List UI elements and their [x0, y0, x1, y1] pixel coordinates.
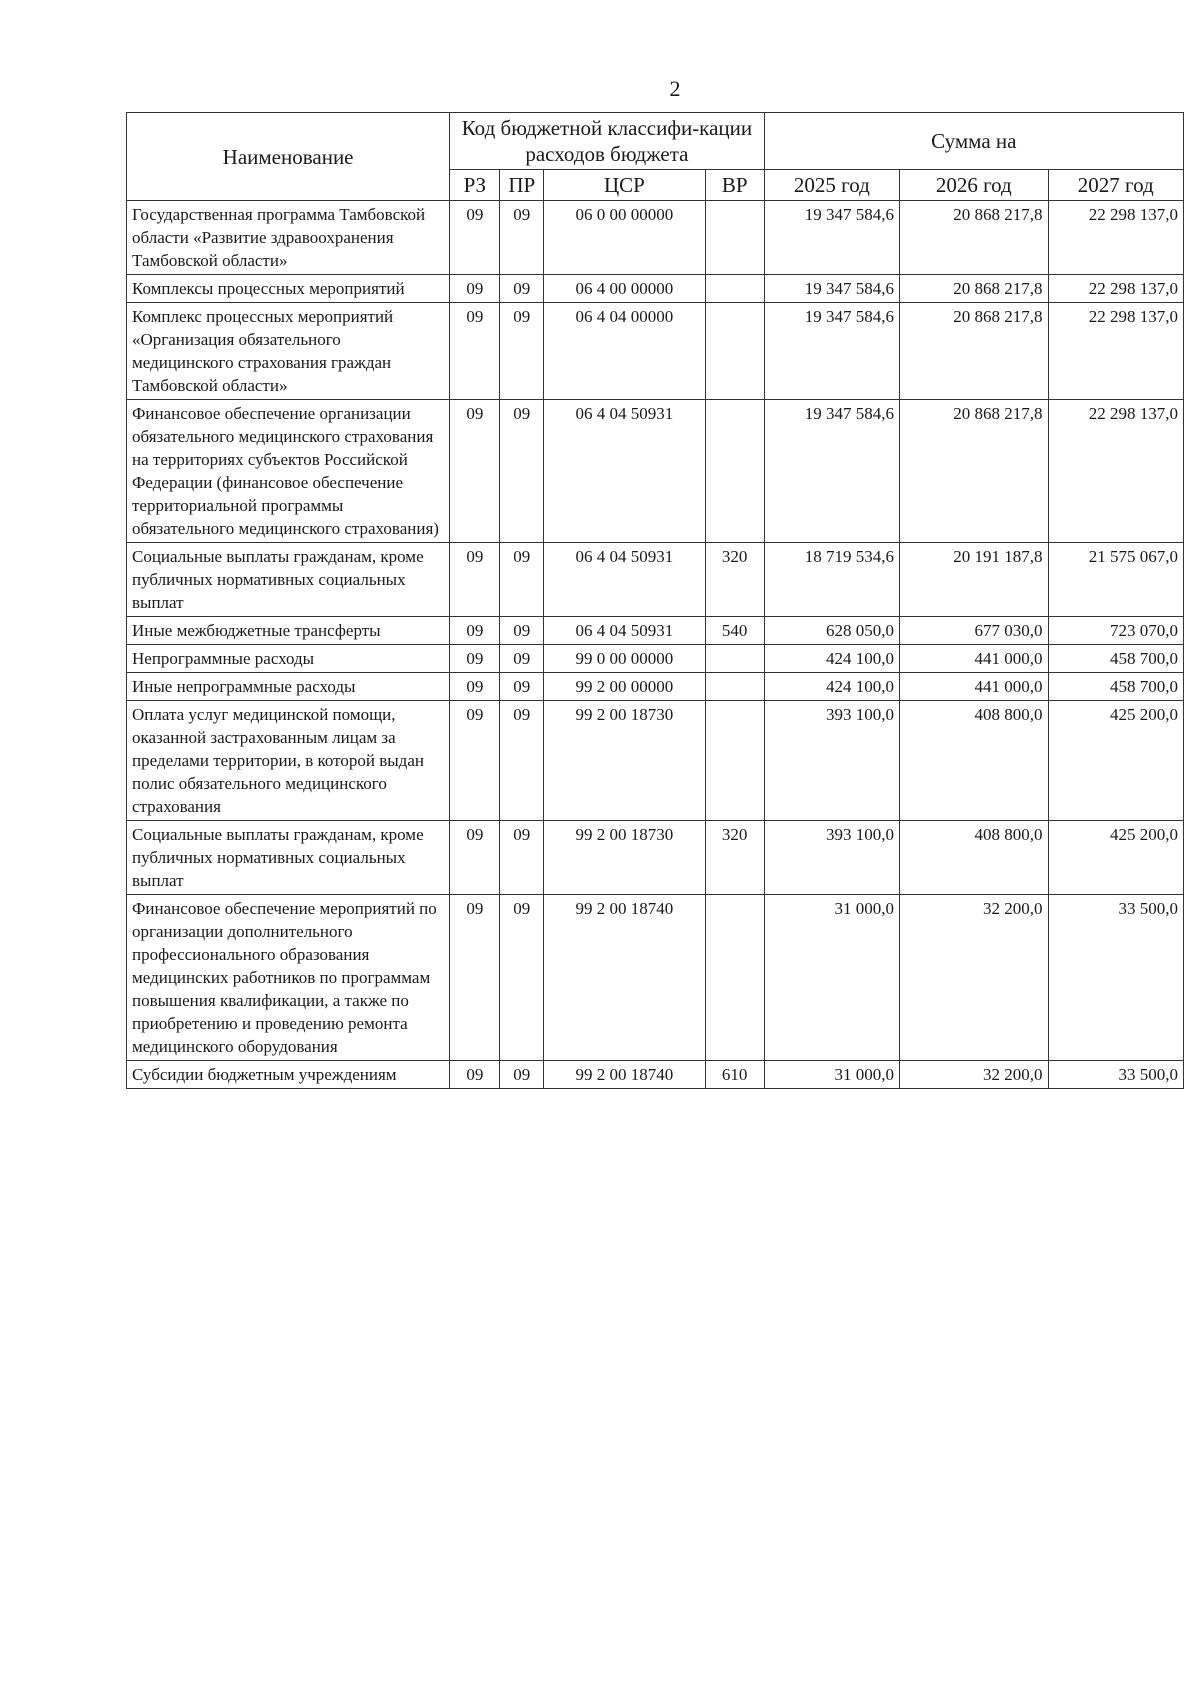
- row-sum-2026: 677 030,0: [900, 617, 1049, 645]
- row-rz: 09: [450, 303, 500, 400]
- row-rz: 09: [450, 673, 500, 701]
- table-header: [127, 113, 1184, 201]
- row-csr: 99 0 00 00000: [544, 645, 706, 673]
- row-csr: 06 4 04 50931: [544, 400, 706, 543]
- row-csr: 06 0 00 00000: [544, 201, 706, 275]
- row-sum-2025: 31 000,0: [764, 1061, 899, 1089]
- row-rz: 09: [450, 275, 500, 303]
- row-csr: 06 4 04 50931: [544, 617, 706, 645]
- header-code-group: Код бюджетной классифи-кации расходов бюджета: [450, 113, 764, 170]
- row-rz: 09: [450, 400, 500, 543]
- row-sum-2025: 19 347 584,6: [764, 201, 899, 275]
- row-csr: 99 2 00 00000: [544, 673, 706, 701]
- row-name: Непрограммные расходы: [127, 645, 450, 673]
- row-pr: 09: [500, 1061, 544, 1089]
- row-rz: 09: [450, 1061, 500, 1089]
- row-pr: 09: [500, 645, 544, 673]
- header-2027: 2027 год: [1048, 170, 1183, 201]
- header-2026: 2026 год: [900, 170, 1049, 201]
- row-csr: 06 4 04 00000: [544, 303, 706, 400]
- budget-table: [126, 112, 1184, 1089]
- table-row: [127, 701, 1184, 821]
- table-row: [127, 1061, 1184, 1089]
- row-vr: [705, 303, 764, 400]
- row-sum-2025: 31 000,0: [764, 895, 899, 1061]
- table-row: [127, 673, 1184, 701]
- row-rz: 09: [450, 543, 500, 617]
- row-pr: 09: [500, 275, 544, 303]
- header-name: Наименование: [127, 113, 450, 201]
- row-sum-2026: 20 868 217,8: [900, 201, 1049, 275]
- table-row: [127, 617, 1184, 645]
- header-rz: РЗ: [450, 170, 500, 201]
- row-vr: [705, 701, 764, 821]
- row-sum-2027: 458 700,0: [1048, 645, 1183, 673]
- header-pr: ПР: [500, 170, 544, 201]
- row-sum-2026: 32 200,0: [900, 1061, 1049, 1089]
- row-sum-2026: 441 000,0: [900, 673, 1049, 701]
- row-sum-2027: 33 500,0: [1048, 895, 1183, 1061]
- row-rz: 09: [450, 201, 500, 275]
- row-name: Государственная программа Тамбовской области «Развитие здравоохранения Тамбовской области»: [127, 201, 450, 275]
- row-name: Оплата услуг медицинской помощи, оказанной застрахованным лицам за пределами территории, в которой выдан полис обязательного медицинского страхования: [127, 701, 450, 821]
- row-sum-2026: 408 800,0: [900, 701, 1049, 821]
- row-pr: 09: [500, 617, 544, 645]
- row-vr: [705, 673, 764, 701]
- row-vr: [705, 201, 764, 275]
- row-sum-2027: 22 298 137,0: [1048, 275, 1183, 303]
- row-name: Финансовое обеспечение организации обязательного медицинского страхования на территориях субъектов Российской Федерации (финансовое обеспечение территориальной программы обязательного медицинского страхования): [127, 400, 450, 543]
- row-csr: 06 4 00 00000: [544, 275, 706, 303]
- row-vr: 610: [705, 1061, 764, 1089]
- row-pr: 09: [500, 895, 544, 1061]
- row-rz: 09: [450, 645, 500, 673]
- row-sum-2025: 18 719 534,6: [764, 543, 899, 617]
- row-pr: 09: [500, 701, 544, 821]
- row-sum-2027: 458 700,0: [1048, 673, 1183, 701]
- row-name: Иные межбюджетные трансферты: [127, 617, 450, 645]
- row-csr: 99 2 00 18740: [544, 1061, 706, 1089]
- row-vr: [705, 895, 764, 1061]
- row-sum-2026: 20 191 187,8: [900, 543, 1049, 617]
- row-sum-2025: 393 100,0: [764, 701, 899, 821]
- row-name: Финансовое обеспечение мероприятий по организации дополнительного профессионального образования медицинских работников по программам повышения квалификации, а также по приобретению и проведению ремонта медицинского оборудования: [127, 895, 450, 1061]
- row-pr: 09: [500, 673, 544, 701]
- row-name: Субсидии бюджетным учреждениям: [127, 1061, 450, 1089]
- table-body: [127, 201, 1184, 1089]
- row-csr: 99 2 00 18730: [544, 701, 706, 821]
- row-csr: 06 4 04 50931: [544, 543, 706, 617]
- row-sum-2027: 22 298 137,0: [1048, 303, 1183, 400]
- row-sum-2026: 20 868 217,8: [900, 303, 1049, 400]
- table-row: [127, 895, 1184, 1061]
- row-sum-2027: 723 070,0: [1048, 617, 1183, 645]
- row-rz: 09: [450, 617, 500, 645]
- header-csr: ЦСР: [544, 170, 706, 201]
- row-vr: 540: [705, 617, 764, 645]
- row-vr: [705, 645, 764, 673]
- header-vr: ВР: [705, 170, 764, 201]
- row-vr: [705, 275, 764, 303]
- header-2025: 2025 год: [764, 170, 899, 201]
- row-name: Социальные выплаты гражданам, кроме публичных нормативных социальных выплат: [127, 821, 450, 895]
- page-number: 2: [669, 76, 681, 101]
- row-sum-2026: 20 868 217,8: [900, 400, 1049, 543]
- row-sum-2025: 393 100,0: [764, 821, 899, 895]
- row-rz: 09: [450, 821, 500, 895]
- row-csr: 99 2 00 18740: [544, 895, 706, 1061]
- table-row: [127, 821, 1184, 895]
- row-pr: 09: [500, 303, 544, 400]
- row-vr: 320: [705, 543, 764, 617]
- row-sum-2027: 22 298 137,0: [1048, 400, 1183, 543]
- row-sum-2027: 21 575 067,0: [1048, 543, 1183, 617]
- row-sum-2025: 19 347 584,6: [764, 303, 899, 400]
- table-row: [127, 400, 1184, 543]
- row-sum-2027: 22 298 137,0: [1048, 201, 1183, 275]
- table-row: [127, 201, 1184, 275]
- row-sum-2026: 408 800,0: [900, 821, 1049, 895]
- row-sum-2025: 424 100,0: [764, 673, 899, 701]
- row-pr: 09: [500, 400, 544, 543]
- table-row: [127, 275, 1184, 303]
- table-row: [127, 543, 1184, 617]
- row-sum-2026: 20 868 217,8: [900, 275, 1049, 303]
- row-name: Комплексы процессных мероприятий: [127, 275, 450, 303]
- row-sum-2026: 32 200,0: [900, 895, 1049, 1061]
- row-sum-2026: 441 000,0: [900, 645, 1049, 673]
- row-pr: 09: [500, 821, 544, 895]
- row-name: Иные непрограммные расходы: [127, 673, 450, 701]
- row-rz: 09: [450, 895, 500, 1061]
- row-pr: 09: [500, 543, 544, 617]
- row-sum-2025: 19 347 584,6: [764, 400, 899, 543]
- row-name: Комплекс процессных мероприятий «Организация обязательного медицинского страхования граждан Тамбовской области»: [127, 303, 450, 400]
- row-sum-2027: 425 200,0: [1048, 821, 1183, 895]
- row-csr: 99 2 00 18730: [544, 821, 706, 895]
- row-pr: 09: [500, 201, 544, 275]
- row-sum-2025: 628 050,0: [764, 617, 899, 645]
- header-sum-group: Сумма на: [764, 113, 1183, 170]
- row-sum-2025: 424 100,0: [764, 645, 899, 673]
- row-name: Социальные выплаты гражданам, кроме публичных нормативных социальных выплат: [127, 543, 450, 617]
- row-vr: 320: [705, 821, 764, 895]
- row-rz: 09: [450, 701, 500, 821]
- table-row: [127, 645, 1184, 673]
- row-sum-2025: 19 347 584,6: [764, 275, 899, 303]
- row-sum-2027: 33 500,0: [1048, 1061, 1183, 1089]
- row-vr: [705, 400, 764, 543]
- table-row: [127, 303, 1184, 400]
- row-sum-2027: 425 200,0: [1048, 701, 1183, 821]
